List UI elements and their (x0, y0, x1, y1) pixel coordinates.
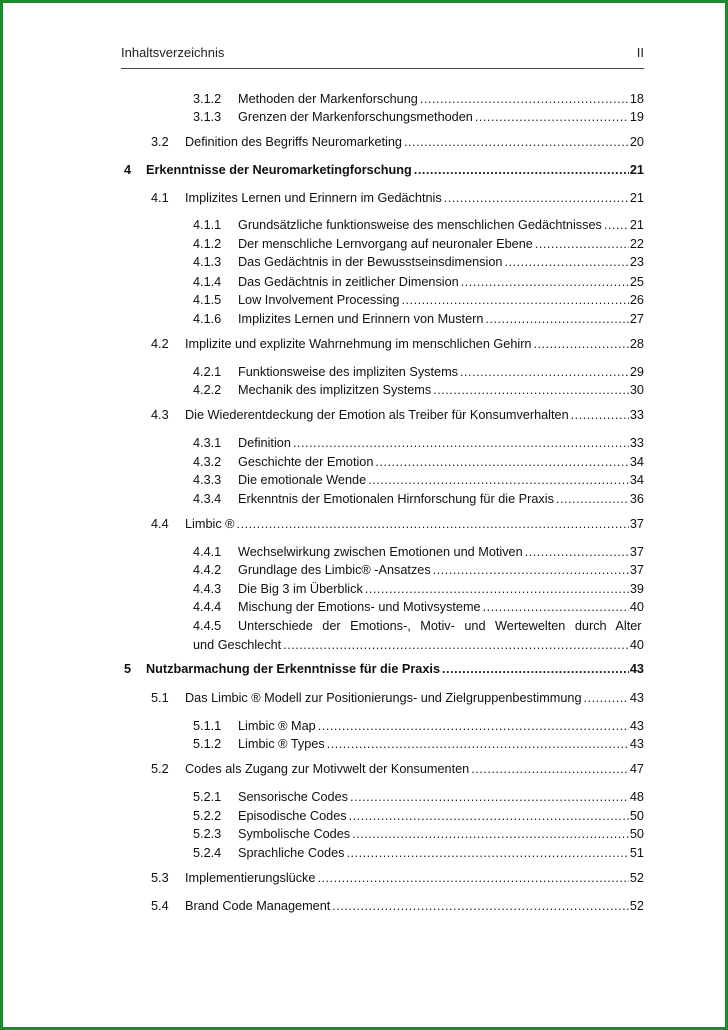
toc-leader-dots (485, 310, 628, 328)
toc-entry-title: Implizite und explizite Wahrnehmung im menschlichen Gehirn (185, 337, 532, 351)
toc-entry-page: 30 (629, 383, 644, 397)
toc-entry-page: 50 (629, 827, 644, 841)
toc-entry[interactable] (124, 161, 644, 179)
toc-entry-page: 20 (629, 135, 644, 149)
toc-entry-number: 4.4 (151, 517, 169, 531)
toc-leader-dots (525, 543, 629, 561)
toc-entry-number: 4.3.3 (193, 473, 222, 487)
toc-leader-dots (535, 235, 629, 253)
toc-entry[interactable] (193, 273, 644, 291)
toc-entry[interactable] (193, 788, 644, 806)
toc-entry[interactable] (193, 381, 644, 399)
toc-entry-title: Der menschliche Lernvorgang auf neuronaler Ebene (238, 237, 533, 251)
watermark (43, 975, 91, 989)
toc-leader-dots (442, 660, 629, 678)
toc-entry-number: 4.1.3 (193, 255, 222, 269)
toc-entry[interactable] (124, 660, 644, 678)
toc-entry-title: Erkenntnis der Emotionalen Hirnforschung für die Praxis (238, 492, 554, 506)
toc-entry-number: 4.1 (151, 191, 169, 205)
toc-entry-title: Erkenntnisse der Neuromarketingforschung (146, 163, 412, 177)
toc-entry[interactable] (193, 216, 644, 234)
toc-leader-dots (375, 453, 628, 471)
toc-entry-number: 4.3.2 (193, 455, 222, 469)
toc-leader-dots (571, 406, 629, 424)
toc-entry-number: 5.1.1 (193, 719, 222, 733)
toc-entry-number: 4.2 (151, 337, 169, 351)
toc-entry-page: 43 (629, 719, 644, 733)
toc-entry-title: Definition (238, 436, 291, 450)
toc-leader-dots (327, 735, 629, 753)
toc-entry[interactable] (193, 598, 644, 616)
toc-entry[interactable] (151, 335, 644, 353)
toc-entry-page: 37 (629, 563, 644, 577)
toc-leader-dots (460, 363, 629, 381)
toc-entry-title: Episodische Codes (238, 809, 347, 823)
header-page-number: II (636, 45, 644, 60)
toc-entry-number: 5.2.1 (193, 790, 222, 804)
toc-entry[interactable] (193, 108, 644, 126)
toc-entry-page: 26 (629, 293, 644, 307)
toc-entry-page: 40 (629, 600, 644, 614)
toc-entry[interactable] (193, 434, 644, 452)
toc-leader-dots (433, 381, 629, 399)
toc-entry-title: Das Gedächtnis in der Bewusstseinsdimension (238, 255, 503, 269)
toc-leader-dots (471, 760, 629, 778)
toc-entry[interactable] (193, 363, 644, 381)
toc-entry-page: 23 (629, 255, 644, 269)
toc-entry-page: 25 (629, 275, 644, 289)
toc-entry-title: Symbolische Codes (238, 827, 351, 841)
toc-entry[interactable] (151, 760, 644, 778)
toc-entry-number: 5.2.4 (193, 846, 222, 860)
toc-entry-number: 5.2.2 (193, 809, 222, 823)
toc-entry-page: 43 (629, 691, 644, 705)
header-rule (121, 68, 644, 69)
toc-leader-dots (420, 90, 629, 108)
toc-leader-dots (332, 897, 629, 915)
toc-entry-page: 37 (629, 517, 644, 531)
toc-entry[interactable] (151, 133, 644, 151)
toc-entry-title: Funktionsweise des impliziten Systems (238, 365, 458, 379)
toc-entry-title: Low Involvement Processing (238, 293, 400, 307)
toc-entry-title: Implementierungslücke (185, 871, 316, 885)
toc-entry-title: Nutzbarmachung der Erkenntnisse für die Praxis (146, 662, 441, 676)
toc-entry-page: 19 (629, 110, 644, 124)
toc-entry-number: 4.4.4 (193, 600, 222, 614)
toc-leader-dots (504, 253, 628, 271)
toc-leader-dots (350, 788, 629, 806)
toc-entry[interactable] (193, 807, 644, 825)
toc-entry[interactable] (193, 825, 644, 843)
toc-entry-page: 36 (629, 492, 644, 506)
toc-entry[interactable] (151, 515, 644, 533)
toc-entry-title: Implizites Lernen und Erinnern im Gedächtnis (185, 191, 442, 205)
toc-entry-title: Limbic ® (185, 517, 235, 531)
toc-entry-title: Codes als Zugang zur Motivwelt der Konsumenten (185, 762, 470, 776)
running-header (121, 45, 644, 60)
toc-entry-number: 4.1.1 (193, 218, 222, 232)
toc-entry[interactable] (151, 897, 644, 915)
toc-leader-dots (604, 216, 629, 234)
toc-entry-number: 4.1.5 (193, 293, 222, 307)
toc-leader-dots (283, 636, 629, 654)
toc-entry-number: 4.4.1 (193, 545, 222, 559)
toc-entry-title: Die Wiederentdeckung der Emotion als Treiber für Konsumverhalten (185, 408, 569, 422)
toc-entry-number: 4.1.6 (193, 312, 222, 326)
toc-entry-page: 28 (629, 337, 644, 351)
toc-entry-page: 37 (629, 545, 644, 559)
toc-entry-number: 3.2 (151, 135, 169, 149)
toc-entry-number: 4.3.1 (193, 436, 222, 450)
toc-entry-title: Das Limbic ® Modell zur Positionierungs- und Zielgruppenbestimmung (185, 691, 582, 705)
toc-entry-number: 5.4 (151, 899, 169, 913)
toc-entry-page: 52 (629, 871, 644, 885)
toc-entry-page: 33 (629, 436, 644, 450)
toc-leader-dots (237, 515, 629, 533)
toc-leader-dots (475, 108, 629, 126)
toc-entry-title: Brand Code Management (185, 899, 331, 913)
toc-entry-title: Mischung der Emotions- und Motivsysteme (238, 600, 481, 614)
toc-entry-page: 33 (629, 408, 644, 422)
toc-entry-number: 5.2.3 (193, 827, 222, 841)
toc-entry-title: Sensorische Codes (238, 790, 349, 804)
toc-entry-number: 3.1.2 (193, 92, 222, 106)
toc-entry-title: Sprachliche Codes (238, 846, 345, 860)
toc-entry-title: Methoden der Markenforschung (238, 92, 418, 106)
toc-entry[interactable] (151, 689, 644, 707)
toc-entry[interactable] (193, 617, 644, 635)
toc-entry-title: Das Gedächtnis in zeitlicher Dimension (238, 275, 459, 289)
toc-entry-page: 39 (629, 582, 644, 596)
toc-entry-page: 43 (629, 662, 644, 676)
toc-entry-number: 4.3.4 (193, 492, 222, 506)
toc-entry-number: 5.1 (151, 691, 169, 705)
toc-entry[interactable] (193, 490, 644, 508)
toc-entry[interactable] (193, 90, 644, 108)
header-title: Inhaltsverzeichnis (121, 45, 225, 60)
toc-leader-dots (404, 133, 629, 151)
toc-entry[interactable] (151, 189, 644, 207)
toc-entry-title: Limbic ® Types (238, 737, 325, 751)
toc-entry-page: 22 (629, 237, 644, 251)
toc-entry-page: 27 (629, 312, 644, 326)
toc-entry-page: 18 (629, 92, 644, 106)
toc-leader-dots (349, 807, 629, 825)
toc-leader-dots (347, 844, 629, 862)
toc-leader-dots (402, 291, 629, 309)
toc-entry-number: 4.4.3 (193, 582, 222, 596)
toc-leader-dots (318, 717, 629, 735)
toc-entry-page: 21 (629, 191, 644, 205)
toc-entry-number: 4.2.1 (193, 365, 222, 379)
toc-entry[interactable] (193, 253, 644, 271)
toc-entry-number: 5.1.2 (193, 737, 222, 751)
toc-entry-page: 40 (629, 638, 644, 652)
toc-entry[interactable] (151, 406, 644, 424)
toc-entry-number: 4.3 (151, 408, 169, 422)
toc-entry-continuation[interactable] (193, 636, 644, 654)
toc-entry-number: 5.3 (151, 871, 169, 885)
toc-leader-dots (293, 434, 629, 452)
toc-entry-page: 47 (629, 762, 644, 776)
toc-leader-dots (461, 273, 629, 291)
toc-entry-title: Mechanik des implizitzen Systems (238, 383, 432, 397)
toc-entry-title: Geschichte der Emotion (238, 455, 374, 469)
toc-entry-title: Die emotionale Wende (238, 473, 367, 487)
toc-entry-number: 5 (124, 662, 132, 676)
toc-entry[interactable] (193, 235, 644, 253)
toc-entry-page: 50 (629, 809, 644, 823)
toc-entry[interactable] (193, 291, 644, 309)
toc-entry-title: Wechselwirkung zwischen Emotionen und Motiven (238, 545, 523, 559)
toc-entry[interactable] (193, 561, 644, 579)
toc-entry-page: 48 (629, 790, 644, 804)
toc-entry-title: Definition des Begriffs Neuromarketing (185, 135, 402, 149)
toc-entry-number: 5.2 (151, 762, 169, 776)
toc-entry[interactable] (193, 580, 644, 598)
toc-leader-dots (365, 580, 629, 598)
toc-entry-number: 4.2.2 (193, 383, 222, 397)
toc-entry-page: 52 (629, 899, 644, 913)
toc-entry-page: 34 (629, 455, 644, 469)
toc-entry[interactable] (193, 453, 644, 471)
toc-entry-number: 4.4.5 (193, 619, 222, 633)
toc-entry-page: 34 (629, 473, 644, 487)
toc-entry-title: Grenzen der Markenforschungsmethoden (238, 110, 473, 124)
toc-entry-number: 4.1.4 (193, 275, 222, 289)
toc-leader-dots (433, 561, 629, 579)
toc-leader-dots (317, 869, 628, 887)
toc-entry-title: Unterschiede der Emotions-, Motiv- und Wertewelten durch Alter (238, 619, 642, 633)
toc-entry-title: Grundsätzliche funktionsweise des menschlichen Gedächtnisses (238, 218, 602, 232)
toc-leader-dots (533, 335, 628, 353)
toc-leader-dots (444, 189, 629, 207)
toc-leader-dots (483, 598, 629, 616)
toc-entry-title: Implizites Lernen und Erinnern von Mustern (238, 312, 484, 326)
toc-entry-number: 4 (124, 163, 132, 177)
toc-entry-title: Limbic ® Map (238, 719, 316, 733)
toc-entry[interactable] (193, 471, 644, 489)
toc-entry-title: Die Big 3 im Überblick (238, 582, 363, 596)
toc-entry[interactable] (193, 844, 644, 862)
toc-leader-dots (584, 689, 629, 707)
toc-entry-page: 21 (629, 163, 644, 177)
toc-entry-number: 3.1.3 (193, 110, 222, 124)
toc-entry-number: 4.4.2 (193, 563, 222, 577)
toc-entry-page: 51 (629, 846, 644, 860)
toc-entry-page: 21 (629, 218, 644, 232)
toc-entry-number: 4.1.2 (193, 237, 222, 251)
toc-leader-dots (352, 825, 629, 843)
toc-entry-page: 29 (629, 365, 644, 379)
toc-leader-dots (556, 490, 629, 508)
toc-entry-page: 43 (629, 737, 644, 751)
toc-entry[interactable] (151, 869, 644, 887)
toc-leader-dots (414, 161, 629, 179)
toc-entry[interactable] (193, 543, 644, 561)
toc-entry[interactable] (193, 717, 644, 735)
toc-leader-dots (368, 471, 629, 489)
toc-entry[interactable] (193, 735, 644, 753)
toc-entry-title-continued: und Geschlecht (193, 638, 282, 652)
toc-entry-title: Grundlage des Limbic® -Ansatzes (238, 563, 431, 577)
toc-entry[interactable] (193, 310, 644, 328)
